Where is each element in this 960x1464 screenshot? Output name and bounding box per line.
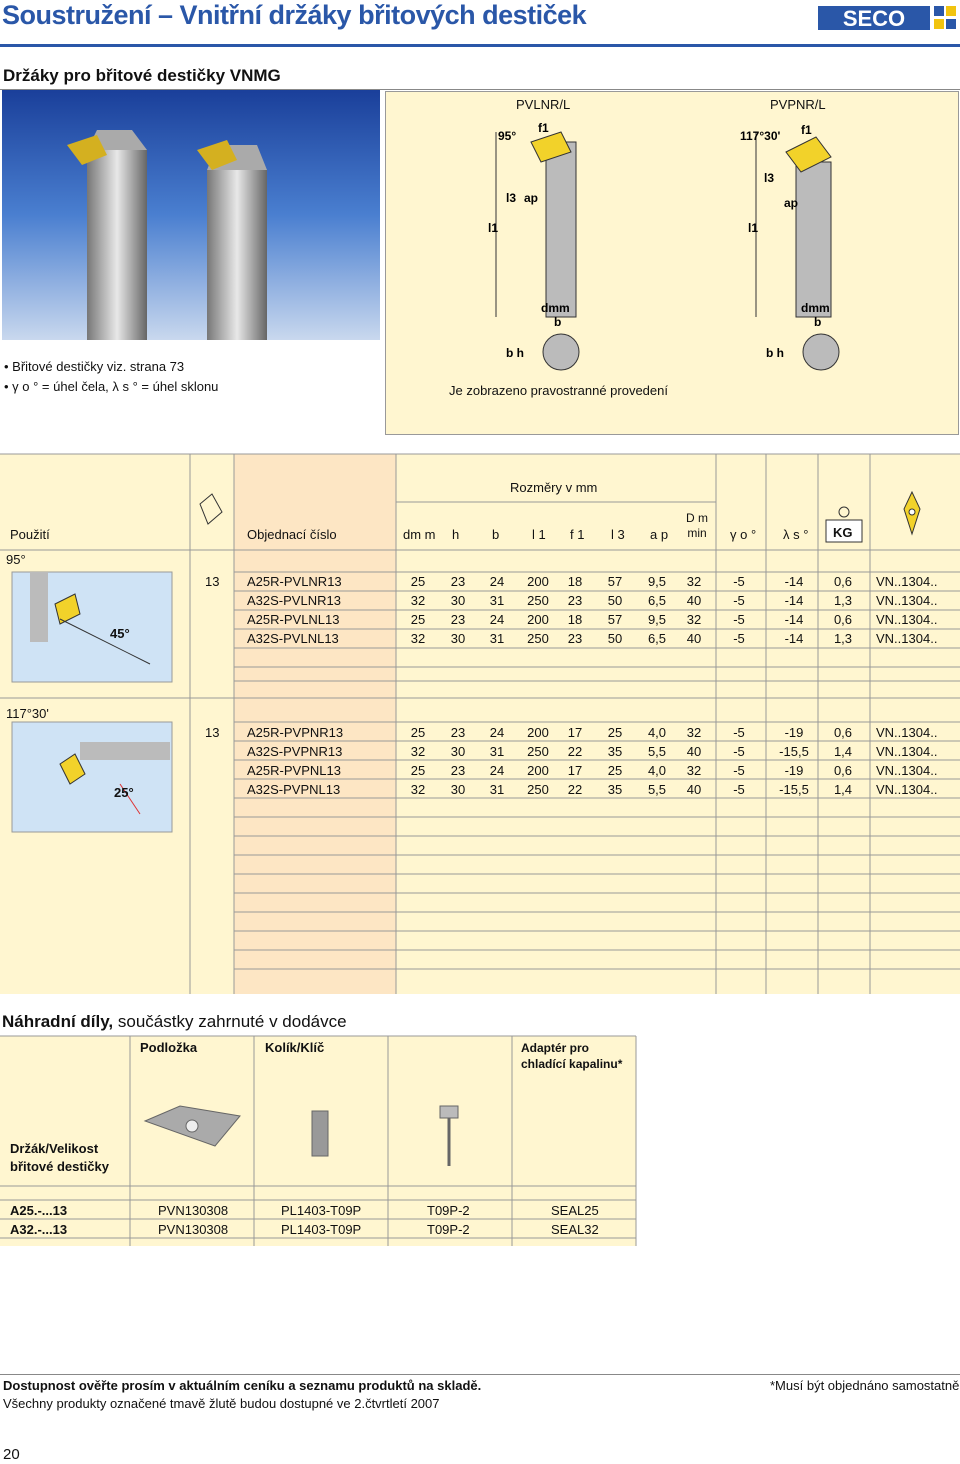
spares-cell: SEAL32 — [551, 1222, 599, 1237]
table-cell: 50 — [607, 593, 623, 608]
col-gamma: γ o ° — [730, 527, 757, 542]
table-cell: 25 — [410, 574, 426, 589]
table-cell: 24 — [489, 725, 505, 740]
table-cell: -5 — [733, 593, 745, 608]
svg-text:l1: l1 — [488, 221, 499, 235]
table-cell: 250 — [527, 744, 549, 759]
group-angle-95: 95° — [6, 552, 26, 567]
spares-cell: T09P-2 — [427, 1222, 470, 1237]
spares-row-header: Držák/Velikost břitové destičky — [10, 1141, 109, 1174]
order-number-cell: A32S-PVPNL13 — [247, 782, 341, 797]
spares-title: Náhradní díly, součástky zahrnuté v dodávce — [2, 1012, 347, 1031]
seco-logo — [818, 6, 956, 30]
table-cell: 32 — [410, 744, 426, 759]
table-cell: 25 — [410, 763, 426, 778]
table-cell: 22 — [567, 744, 583, 759]
pin-icon — [312, 1111, 328, 1156]
spares-grid — [0, 1036, 960, 1246]
table-cell: 23 — [450, 725, 466, 740]
table-cell: 35 — [607, 744, 623, 759]
table-cell: VN..1304.. — [876, 763, 938, 778]
table-cell: 1,4 — [833, 782, 853, 797]
table-cell: -19 — [784, 725, 804, 740]
main-table-grid — [0, 454, 960, 994]
col-ap: a p — [650, 527, 669, 542]
col-kg: KG — [833, 525, 853, 540]
table-cell: 6,5 — [647, 593, 667, 608]
table-cell: VN..1304.. — [876, 782, 938, 797]
table-cell: 24 — [489, 763, 505, 778]
page-number: 20 — [3, 1446, 20, 1463]
svg-text:b h: b h — [766, 346, 784, 360]
table-cell: 200 — [527, 574, 549, 589]
svg-text:95°: 95° — [498, 129, 517, 143]
table-cell: -15,5 — [779, 744, 809, 759]
table-cell: 32 — [686, 574, 702, 589]
svg-text:dmm: dmm — [801, 301, 830, 315]
svg-text:b: b — [554, 315, 562, 329]
table-cell: 17 — [567, 725, 583, 740]
svg-text:dmm: dmm — [541, 301, 570, 315]
diagram-note: Je zobrazeno pravostranné provedení — [449, 383, 668, 398]
table-cell: 4,0 — [647, 725, 667, 740]
diagram-label-right: PVPNR/L — [770, 97, 826, 112]
group-insert-size: 13 — [205, 725, 220, 740]
diagram-label-left: PVLNR/L — [516, 97, 571, 112]
table-cell: 18 — [567, 574, 583, 589]
table-cell: 30 — [450, 744, 466, 759]
table-cell: 23 — [567, 593, 583, 608]
table-cell: 5,5 — [647, 744, 667, 759]
table-cell: 250 — [527, 782, 549, 797]
table-cell: 40 — [686, 593, 702, 608]
table-cell: 24 — [489, 574, 505, 589]
table-cell: VN..1304.. — [876, 631, 938, 646]
table-cell: 17 — [567, 763, 583, 778]
col-usage: Použití — [10, 527, 50, 542]
svg-text:f1: f1 — [801, 123, 812, 137]
page-title: Soustružení – Vnitřní držáky břitových destiček — [2, 0, 587, 30]
pvlnr-diagram — [486, 122, 686, 382]
spares-cell: A32.-...13 — [10, 1222, 68, 1237]
svg-text:b h: b h — [506, 346, 524, 360]
spares-cell: PL1403-T09P — [281, 1222, 362, 1237]
col-l1: l 1 — [532, 527, 546, 542]
spares-cell: A25.-...13 — [10, 1203, 68, 1218]
table-cell: -14 — [784, 574, 804, 589]
table-cell: 30 — [450, 782, 466, 797]
col-h: h — [452, 527, 460, 542]
table-cell: 0,6 — [833, 725, 853, 740]
table-cell: 57 — [607, 574, 623, 589]
order-number-cell: A32S-PVLNL13 — [247, 631, 339, 646]
table-cell: 50 — [607, 631, 623, 646]
table-cell: 40 — [686, 631, 702, 646]
table-cell: 200 — [527, 725, 549, 740]
col-f1: f 1 — [570, 527, 585, 542]
table-group-header: Rozměry v mm — [510, 480, 598, 495]
col-dm: dm m — [403, 527, 436, 542]
spares-cell: PVN130308 — [158, 1203, 229, 1218]
group-image-angle: 25° — [114, 785, 134, 800]
table-cell: 40 — [686, 782, 702, 797]
order-number-cell: A25R-PVLNL13 — [247, 612, 340, 627]
spares-col-shim: Podložka — [140, 1040, 198, 1055]
table-cell: 31 — [489, 744, 505, 759]
table-cell: -14 — [784, 593, 804, 608]
spares-col-pin: Kolík/Klíč — [265, 1040, 325, 1055]
table-cell: -14 — [784, 631, 804, 646]
spares-cell: PVN130308 — [158, 1222, 229, 1237]
table-cell: 57 — [607, 612, 623, 627]
table-cell: 200 — [527, 612, 549, 627]
table-cell: 0,6 — [833, 763, 853, 778]
table-cell: 23 — [450, 763, 466, 778]
svg-text:SECO: SECO — [842, 6, 906, 31]
order-number-cell: A25R-PVPNL13 — [247, 763, 341, 778]
svg-text:117°30': 117°30' — [740, 129, 781, 143]
table-cell: 0,6 — [833, 612, 853, 627]
table-cell: 200 — [527, 763, 549, 778]
table-cell: -5 — [733, 725, 745, 740]
table-cell: -5 — [733, 612, 745, 627]
table-cell: 4,0 — [647, 763, 667, 778]
svg-text:l3: l3 — [764, 171, 775, 185]
footer-note: Všechny produkty označené tmavě žlutě budou dostupné ve 2.čtvrtletí 2007 — [3, 1396, 440, 1411]
table-cell: 250 — [527, 631, 549, 646]
order-number-cell: A25R-PVPNR13 — [247, 725, 344, 740]
group-insert-size: 13 — [205, 574, 220, 589]
spares-col-adapter: Adaptér pro chladící kapalinu* — [521, 1041, 623, 1071]
table-cell: 32 — [410, 631, 426, 646]
table-cell: VN..1304.. — [876, 612, 938, 627]
table-cell: 32 — [686, 763, 702, 778]
footer-order-note: *Musí být objednáno samostatně — [770, 1378, 960, 1393]
table-cell: 30 — [450, 593, 466, 608]
table-cell: VN..1304.. — [876, 744, 938, 759]
table-cell: 250 — [527, 593, 549, 608]
table-cell: 23 — [450, 612, 466, 627]
table-cell: 31 — [489, 631, 505, 646]
table-cell: VN..1304.. — [876, 725, 938, 740]
table-cell: 0,6 — [833, 574, 853, 589]
table-cell: 40 — [686, 744, 702, 759]
table-cell: 5,5 — [647, 782, 667, 797]
table-cell: 25 — [607, 763, 623, 778]
table-cell: 1,3 — [833, 593, 853, 608]
table-cell: -5 — [733, 763, 745, 778]
pvpnr-diagram — [740, 122, 946, 382]
table-cell: -14 — [784, 612, 804, 627]
table-cell: 9,5 — [647, 574, 667, 589]
spares-cell: SEAL25 — [551, 1203, 599, 1218]
bullet-item: • γ o ° = úhel čela, λ s ° = úhel sklonu — [4, 379, 219, 394]
bullet-list — [4, 357, 218, 397]
col-dm-min: D m min — [686, 511, 708, 540]
bullet-item: • Břitové destičky viz. strana 73 — [4, 359, 185, 374]
order-number-cell: A25R-PVLNR13 — [247, 574, 342, 589]
spares-cell: T09P-2 — [427, 1203, 470, 1218]
col-lambda: λ s ° — [783, 527, 809, 542]
table-cell: 32 — [410, 593, 426, 608]
table-cell: 25 — [410, 725, 426, 740]
table-cell: 9,5 — [647, 612, 667, 627]
table-cell: 35 — [607, 782, 623, 797]
svg-text:l3: l3 — [506, 191, 517, 205]
order-number-cell: A32S-PVPNR13 — [247, 744, 343, 759]
table-cell: -5 — [733, 574, 745, 589]
table-cell: 6,5 — [647, 631, 667, 646]
table-cell: 23 — [450, 574, 466, 589]
table-cell: 18 — [567, 612, 583, 627]
svg-text:b: b — [814, 315, 822, 329]
table-cell: VN..1304.. — [876, 593, 938, 608]
table-cell: -5 — [733, 744, 745, 759]
table-cell: -5 — [733, 782, 745, 797]
table-cell: 25 — [410, 612, 426, 627]
spares-cell: PL1403-T09P — [281, 1203, 362, 1218]
svg-text:l1: l1 — [748, 221, 759, 235]
table-cell: -5 — [733, 631, 745, 646]
section-title: Držáky pro břitové destičky VNMG — [3, 66, 281, 85]
footer-availability: Dostupnost ověřte prosím v aktuálním ceníku a seznamu produktů na skladě. — [3, 1378, 482, 1393]
col-b: b — [492, 527, 500, 542]
table-cell: 25 — [607, 725, 623, 740]
svg-text:f1: f1 — [538, 121, 549, 135]
table-cell: 22 — [567, 782, 583, 797]
group-angle-117: 117°30' — [6, 706, 49, 721]
header-rule — [0, 44, 960, 47]
table-cell: 31 — [489, 782, 505, 797]
col-order: Objednací číslo — [247, 527, 337, 542]
usage-icon-117 — [12, 722, 172, 832]
table-cell: -15,5 — [779, 782, 809, 797]
table-cell: 1,4 — [833, 744, 853, 759]
table-cell: 32 — [410, 782, 426, 797]
order-number-cell: A32S-PVLNR13 — [247, 593, 341, 608]
col-l3: l 3 — [611, 527, 625, 542]
holder-photo — [2, 90, 380, 340]
table-cell: VN..1304.. — [876, 574, 938, 589]
table-cell: 30 — [450, 631, 466, 646]
footer-rule — [0, 1374, 960, 1375]
usage-icon-95 — [12, 572, 172, 682]
table-cell: -19 — [784, 763, 804, 778]
table-cell: 23 — [567, 631, 583, 646]
svg-text:ap: ap — [524, 191, 539, 205]
table-cell: 32 — [686, 612, 702, 627]
table-cell: 31 — [489, 593, 505, 608]
svg-text:ap: ap — [784, 196, 799, 210]
group-image-angle: 45° — [110, 626, 130, 641]
table-cell: 1,3 — [833, 631, 853, 646]
table-cell: 32 — [686, 725, 702, 740]
table-cell: 24 — [489, 612, 505, 627]
